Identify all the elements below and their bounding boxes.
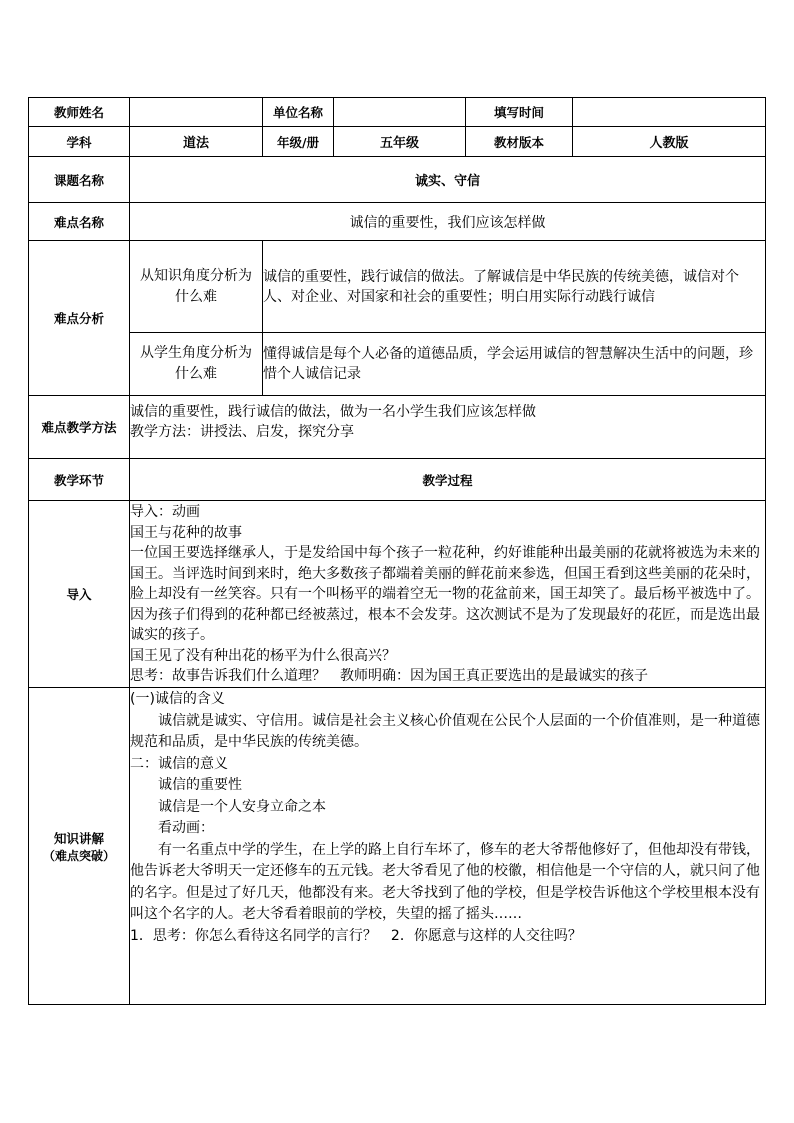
knowledge-sublabel: （难点突破）: [42, 848, 115, 863]
row-difficulty: [29, 203, 766, 241]
lesson-title-value: 诚实、守信: [130, 157, 766, 203]
knowledge-line-animation: 看动画：: [158, 820, 214, 836]
row-analysis-knowledge: [29, 241, 766, 333]
row-intro: [29, 501, 766, 688]
row-lesson-title: [29, 157, 766, 203]
knowledge-line-importance: 诚信的重要性: [158, 777, 242, 793]
analysis-label: 难点分析: [29, 241, 130, 396]
row-header-1: [29, 98, 766, 127]
row-analysis-student: [29, 333, 766, 396]
knowledge-heading-2: 二：诚信的意义: [130, 755, 228, 772]
intro-question: 国王见了没有种出花的杨平为什么很高兴？: [130, 647, 396, 664]
edition-label: 教材版本: [466, 127, 573, 157]
knowledge-label-cell: [29, 688, 130, 1005]
subject-value: 道法: [130, 127, 263, 157]
row-process-header: [29, 459, 766, 501]
method-label: 难点教学方法: [29, 396, 130, 459]
subject-label: 学科: [29, 127, 130, 157]
grade-value: 五年级: [334, 127, 466, 157]
process-label: 教学过程: [130, 459, 766, 501]
row-knowledge: [29, 688, 766, 1005]
knowledge-questions: 1．思考：你怎么看待这名同学的言行？ 2．你愿意与这样的人交往吗？: [130, 927, 582, 944]
knowledge-content: [130, 688, 766, 1005]
intro-line-1: 导入：动画: [130, 504, 200, 520]
method-content: [130, 396, 766, 459]
method-line-2: 教学方法：讲授法、启发，探究分享: [130, 424, 354, 440]
row-teaching-method: [29, 396, 766, 459]
intro-think: 思考：故事告诉我们什么道理？ 教师明确：因为国王真正要选出的是最诚实的孩子: [130, 668, 648, 684]
knowledge-heading-1: (一)诚信的含义: [130, 691, 225, 707]
knowledge-angle-label: 从知识角度分析为什么难: [130, 241, 263, 333]
knowledge-paragraph-1: 诚信就是诚实、守信用。诚信是社会主义核心价值观在公民个人层面的一个价值准则，是一种道德规范和品质，是中华民族的传统美德。: [130, 712, 760, 750]
row-header-2: [29, 127, 766, 157]
grade-label: 年级/册: [263, 127, 334, 157]
knowledge-label: 知识讲解: [53, 830, 104, 846]
date-label: 填写时间: [466, 98, 573, 127]
knowledge-line-foundation: 诚信是一个人安身立命之本: [158, 798, 326, 815]
unit-label: 单位名称: [263, 98, 334, 127]
difficulty-value: 诚信的重要性，我们应该怎样做: [130, 203, 766, 241]
teacher-label: 教师姓名: [29, 98, 130, 127]
lesson-title-label: 课题名称: [29, 157, 130, 203]
intro-label: 导入: [29, 501, 130, 688]
student-angle-label: 从学生角度分析为什么难: [130, 333, 263, 396]
intro-content: [130, 501, 766, 688]
lesson-plan-table: [28, 97, 766, 1005]
student-angle-text: 懂得诚信是每个人必备的道德品质，学会运用诚信的智慧解决生活中的问题，珍惜个人诚信记录: [263, 333, 766, 396]
intro-line-2: 国王与花种的故事: [130, 524, 242, 541]
knowledge-angle-text: 诚信的重要性，践行诚信的做法。了解诚信是中华民族的传统美德，诚信对个人、对企业、对国家和社会的重要性；明白用实际行动践行诚信: [263, 241, 766, 333]
method-line-1: 诚信的重要性，践行诚信的做法，做为一名小学生我们应该怎样做: [130, 404, 536, 420]
stage-label: 教学环节: [29, 459, 130, 501]
knowledge-paragraph-2: 有一名重点中学的学生，在上学的路上自行车坏了，修车的老大爷帮他修好了，但他却没有带钱，他告诉老大爷明天一定还修车的五元钱。老大爷看见了他的校徽，相信他是一个守信的人，就只问了他的名字。但是过了好几天，他都没有来。老大爷找到了他的学校，但是学校告诉他这个学校里根本没有叫这个名字的人。老大爷看着眼前的学校，失望的摇了摇头……: [130, 841, 760, 922]
edition-value: 人教版: [573, 127, 766, 157]
intro-story: 一位国王要选择继承人，于是发给国中每个孩子一粒花种，约好谁能种出最美丽的花就将被选为未来的国王。当评选时间到来时，绝大多数孩子都端着美丽的鲜花前来参选，但国王看到这些美丽的花朵时，脸上却没有一丝笑容。只有一个叫杨平的端着空无一物的花盆前来，国王却笑了。最后杨平被选中了。因为孩子们得到的花种都已经被蒸过，根本不会发芽。这次测试不是为了发现最好的花匠，而是选出最诚实的孩子。: [130, 545, 760, 643]
teacher-value: [130, 98, 263, 127]
unit-value: [334, 98, 466, 127]
difficulty-label: 难点名称: [29, 203, 130, 241]
date-value: [573, 98, 766, 127]
